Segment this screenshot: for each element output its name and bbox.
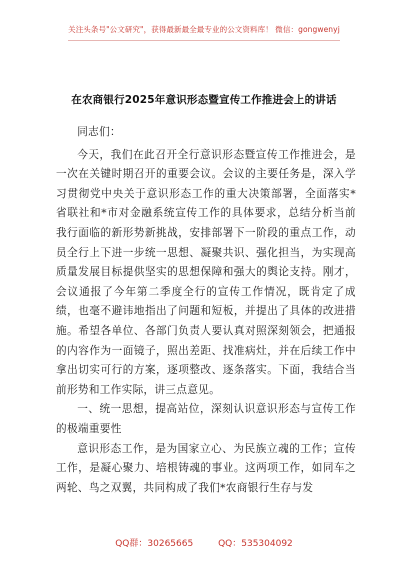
footer-contact — [0, 536, 408, 549]
paragraph-section-one: 意识形态工作，是为国家立心、为民族立魂的工作；宣传工作，是凝心聚力、培根铸魂的事业。这两项工作，如同车之两轮、鸟之双翼，共同构成了我们*农商银行生存与发 — [56, 442, 356, 494]
document-body — [56, 118, 356, 498]
header-divider — [68, 40, 340, 41]
footer-qq: QQ：535304092 — [218, 539, 293, 549]
section-heading: 一、统一思想，提高站位，深刻认识意识形态与宣传工作的极端重要性 — [56, 403, 356, 435]
paragraph-opening: 今天，我们在此召开全行意识形态暨宣传工作推进会，是一次在关键时期召开的重要会议。会议的主要任务是，深入学习贯彻党中央关于意识形态工作的重大决策部署，全面落实*省联社和*市对金融系统宣传工作的具体要求，总结分析当前我行面临的新形势新挑战，安排部署下一阶段的重点工作，动员全行上下进一步统一思想、凝聚共识、强化担当，为实现高质量发展目标提供坚实的思想保障和强大的舆论支持。刚才，会议通报了今年第二季度全行的宣传工作情况，既肯定了成绩，也毫不避讳地指出了问题和短板，并提出了具体的改进措施。希望各单位、各部门负责人要认真对照深刻领会，把通报的内容作为一面镜子，照出差距、找准病灶，并在后续工作中拿出切实可行的方案，逐项整改、逐条落实。下面，我结合当前形势和工作实际，讲三点意见。 — [56, 148, 356, 396]
salutation: 同志们： — [77, 126, 121, 138]
header-note: 关注头条号"公文研究"，获得最新最全最专业的公文资料库！ 微信：gongwenyj — [68, 25, 340, 34]
footer-qq-group: QQ群：30265665 — [115, 539, 194, 549]
document-title: 在农商银行2025年意识形态暨宣传工作推进会上的讲话 — [71, 94, 337, 106]
